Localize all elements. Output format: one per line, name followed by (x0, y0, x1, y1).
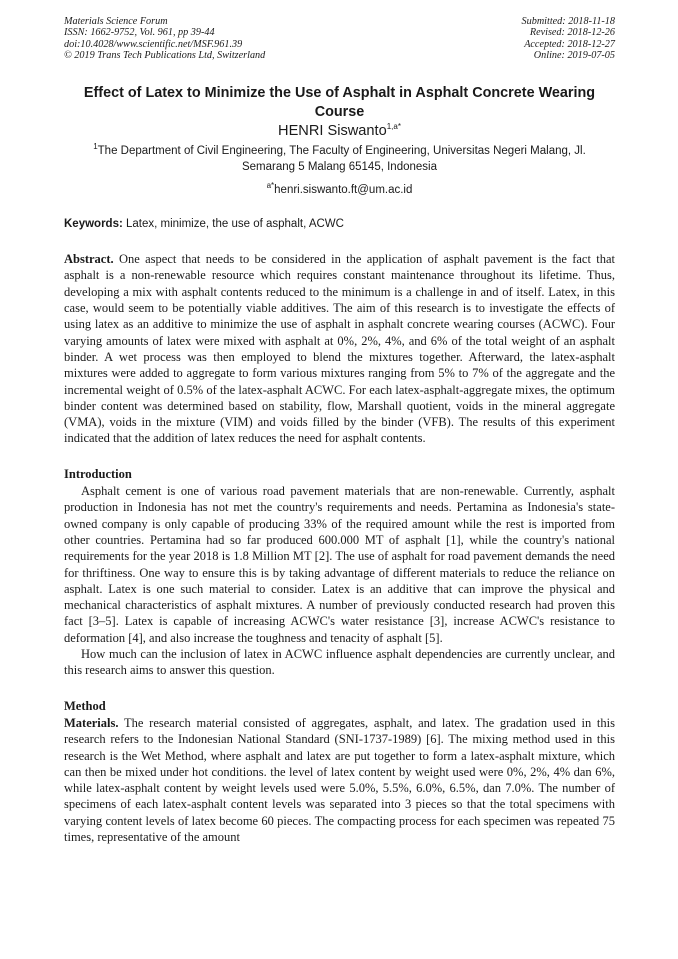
paper-title: Effect of Latex to Minimize the Use of Asphalt in Asphalt Concrete Wearing Course (83, 85, 596, 120)
affiliation (64, 143, 615, 175)
author-superscript: 1,a* (386, 122, 401, 132)
journal-header (64, 16, 615, 61)
accepted-date: Accepted: 2018-12-27 (524, 38, 615, 50)
publication-dates (522, 16, 615, 61)
copyright: © 2019 Trans Tech Publications Ltd, Switzerland (64, 49, 266, 61)
author (64, 122, 615, 141)
journal-info (64, 16, 265, 61)
keywords-text: Latex, minimize, the use of asphalt, ACWC (126, 218, 344, 231)
revised-date: Revised: 2018-12-26 (529, 27, 615, 39)
introduction-heading: Introduction (64, 466, 132, 481)
journal-name: Materials Science Forum (64, 16, 168, 27)
method-heading: Method (64, 698, 106, 713)
materials-paragraph (64, 715, 615, 845)
email (64, 182, 615, 198)
issn-volume: ISSN: 1662-9752, Vol. 961, pp 39-44 (64, 27, 215, 39)
paper-page (64, 16, 615, 845)
abstract (64, 251, 615, 447)
email-superscript: a* (266, 181, 275, 191)
introduction-paragraph-2: How much can the inclusion of latex in ACWC influence asphalt dependencies are currently unclear, and this research aims to answer this question. (64, 647, 615, 678)
keywords (64, 216, 615, 232)
abstract-label: Abstract. (64, 252, 114, 267)
introduction-paragraph-1: Asphalt cement is one of various road pavement materials that are non-renewable. Currently, asphalt production in Indonesia has not met the country's requirements and needs. Pertamina as Indonesia's state-owned company is only capable of producing 33% of the required amount while the rest is imported from other countries. Pertamina had so far produced 600.000 MT of asphalt [1], while the country's national requirements for the year 2018 is 1.8 Million MT [2]. The use of asphalt for road pavement demands the need for thriftiness. One way to ensure this is by taking advantage of different materials to reduce the reliance on asphalt. Latex is one such material to consider. Latex is an additive that can improve the physical and mechanical characteristics of asphalt mixtures. A number of previously conducted research had proven this fact [3–5]. Latex is capable of increasing ACWC's water resistance [3], increase ACWC's resistance to deformation [4], and also increase the toughness and tenacity of asphalt [5]. (64, 484, 615, 645)
doi: doi:10.4028/www.scientific.net/MSF.961.39 (64, 38, 243, 50)
online-date: Online: 2019-07-05 (533, 49, 615, 61)
keywords-label: Keywords: (64, 218, 123, 231)
email-address[interactable]: henri.siswanto.ft@um.ac.id (274, 184, 413, 197)
submitted-date: Submitted: 2018-11-18 (521, 16, 615, 27)
materials-label: Materials. (64, 715, 119, 730)
affiliation-superscript: 1 (93, 142, 98, 152)
materials-text: The research material consisted of aggregates, asphalt, and latex. The gradation used in this research refers to the Indonesian National Standard (SNI-1737-1989) [6]. The mixing method used in this research is the Wet Method, where asphalt and latex are put together to form a latex-asphalt mixture, which can then be mixed under hot conditions. the level of latex content by weight used were 0%, 2%, 4% dan 6%, while latex-asphalt content by weight levels used were 5.0%, 5.5%, 6.0%, 6.5%, dan 7.0%. The number of specimens of each latex-asphalt content levels was separated into 3 pieces so that the total specimens with varying content levels of latex become 60 pieces. The compacting process for each specimen was repeated 75 times, representative of the amount (64, 715, 615, 844)
author-name: HENRI Siswanto (278, 123, 387, 140)
abstract-text: One aspect that needs to be considered in the application of asphalt pavement is the fact that asphalt is a non-renewable resource which requires constant maintenance throughout its lifetime. Thus, developing a mix with asphalt contents reduced to the minimum is a challenge in and of itself. Latex, in this case, would seem to be potentially viable additives. The aim of this research is to investigate the effects of using latex as an additive to minimize the use of asphalt in asphalt concrete wearing courses (ACWC). Four varying amounts of latex were mixed with asphalt at 0%, 2%, 4%, and 6% of the total weight of an asphalt binder. A wet process was then employed to blend the mixtures together. Afterward, the latex-asphalt mixtures were added to aggregate to form various mixtures ranging from 5% to 7% of the aggregate and the incremental weight of 0.5% of the latex-asphalt ACWC. For each latex-asphalt-aggregate mixes, the optimum binder content was determined based on stability, flow, Marshall quotient, voids in the mineral aggregate (VMA), voids in the mixture (VIM) and voids filled by the binder (VFB). The results of this experiment indicated that the addition of latex reduces the need for asphalt contents. (64, 252, 616, 446)
affiliation-text: The Department of Civil Engineering, The Faculty of Engineering, Universitas Negeri Malang, Jl. Semarang 5 Malang 65145, Indonesia (97, 145, 586, 174)
